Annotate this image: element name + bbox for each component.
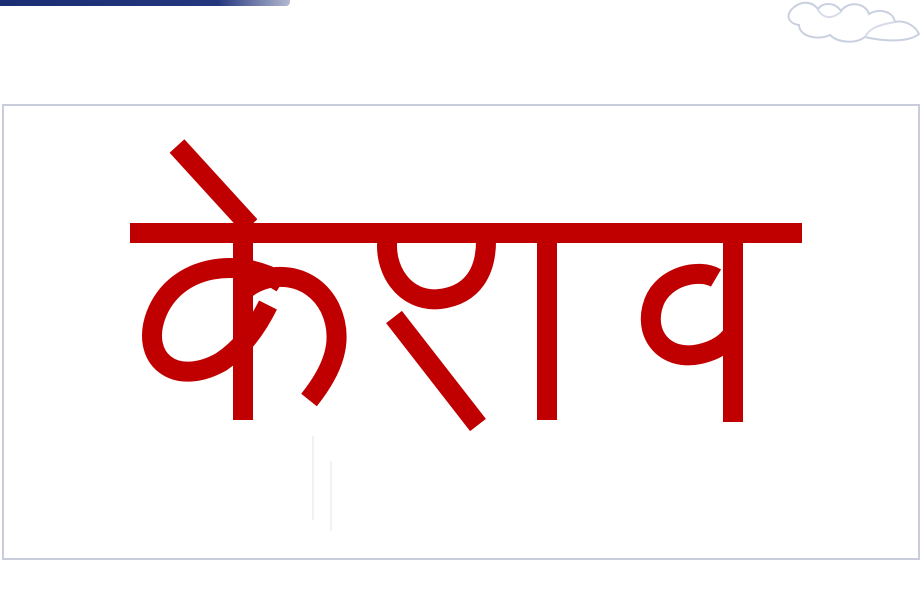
sha-loop-stroke [387, 235, 486, 299]
va-loop-stroke [651, 274, 733, 356]
hindi-word-graphic [122, 118, 822, 478]
word-card [2, 104, 920, 560]
cloud-decoration-icon [783, 0, 923, 44]
sha-diagonal-stroke [394, 317, 478, 425]
top-decorative-strip [0, 0, 290, 6]
ke-matra-stroke [177, 146, 250, 226]
hindi-word-text [4, 106, 5, 107]
